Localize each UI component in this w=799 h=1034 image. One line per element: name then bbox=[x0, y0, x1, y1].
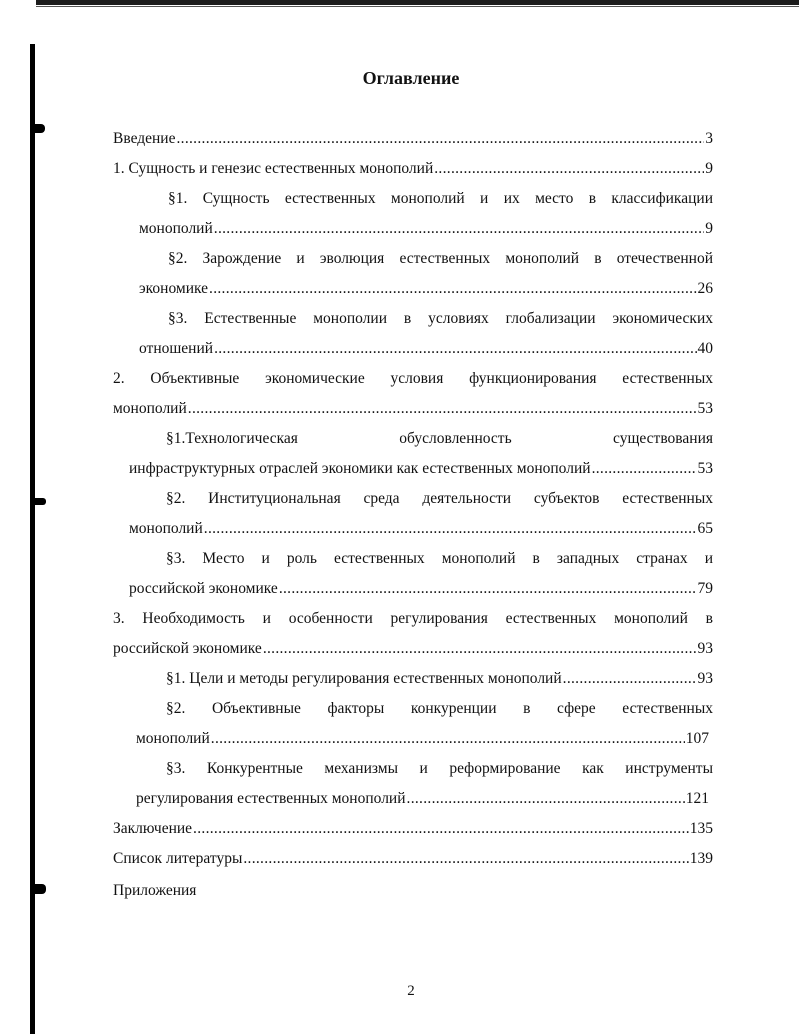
toc-page-number: 26 bbox=[697, 280, 713, 297]
toc-page-number: 121 bbox=[685, 790, 709, 807]
scan-top-border bbox=[36, 0, 799, 5]
toc-entry[interactable]: Приложения bbox=[113, 882, 197, 899]
toc-entry-continued[interactable]: монополий ..... 107 bbox=[136, 728, 709, 750]
toc-page-number: 9 bbox=[705, 220, 713, 237]
toc-page-number: 65 bbox=[697, 520, 713, 537]
toc-page-number: 40 bbox=[697, 340, 713, 357]
toc-page-number: 9 bbox=[705, 160, 713, 177]
toc-entry[interactable]: §2. Институциональная среда деятельности субъектов естественных bbox=[166, 490, 713, 507]
toc-page-number: 135 bbox=[689, 820, 713, 837]
toc-page-number: 79 bbox=[697, 580, 713, 597]
leader-dots bbox=[243, 848, 688, 870]
leader-dots bbox=[263, 638, 697, 660]
toc-page-number: 139 bbox=[689, 850, 713, 867]
toc-entry[interactable]: §2. Зарождение и эволюция естественных монополий в отечественной bbox=[168, 250, 713, 267]
leader-dots bbox=[214, 218, 704, 240]
toc-entry[interactable]: Заключение ..... 135 bbox=[113, 818, 713, 840]
toc-entry-continued[interactable]: монополий ..... 53 bbox=[113, 398, 713, 420]
toc-page-number: 53 bbox=[697, 460, 713, 477]
toc-entry-continued[interactable]: российской экономике ..... 79 bbox=[129, 578, 713, 600]
leader-dots bbox=[176, 128, 704, 150]
binding-hole-mark bbox=[33, 884, 46, 894]
leader-dots bbox=[211, 728, 685, 750]
toc-entry-continued[interactable]: российской экономике ..... 93 bbox=[113, 638, 713, 660]
toc-entry-continued[interactable]: регулирования естественных монополий ..... 121 bbox=[136, 788, 709, 810]
toc-entry-continued[interactable]: монополий ..... 65 bbox=[129, 518, 713, 540]
toc-page-number: 53 bbox=[697, 400, 713, 417]
leader-dots bbox=[209, 278, 696, 300]
leader-dots bbox=[214, 338, 696, 360]
page-number: 2 bbox=[407, 983, 415, 999]
toc-entry[interactable]: §3. Естественные монополии в условиях глобализации экономических bbox=[168, 310, 713, 327]
toc-entry[interactable]: 3. Необходимость и особенности регулирования естественных монополий в bbox=[113, 610, 713, 627]
toc-entry[interactable]: §2. Объективные факторы конкуренции в сфере естественных bbox=[166, 700, 713, 717]
leader-dots bbox=[592, 458, 697, 480]
toc-page-number: 93 bbox=[697, 640, 713, 657]
toc-entry[interactable]: 2. Объективные экономические условия функционирования естественных bbox=[113, 370, 713, 387]
leader-dots bbox=[193, 818, 689, 840]
leader-dots bbox=[188, 398, 697, 420]
toc-entry[interactable]: §3. Место и роль естественных монополий в западных странах и bbox=[166, 550, 713, 567]
toc-entry-continued[interactable]: инфраструктурных отраслей экономики как естественных монополий ..... 53 bbox=[129, 458, 713, 480]
toc-entry-continued[interactable]: экономике ..... 26 bbox=[139, 278, 713, 300]
toc-entry[interactable]: §3. Конкурентные механизмы и реформирование как инструменты bbox=[166, 760, 713, 777]
toc-entry-continued[interactable]: отношений ..... 40 bbox=[139, 338, 713, 360]
leader-dots bbox=[279, 578, 697, 600]
toc-entry[interactable]: §1. Сущность естественных монополий и их место в классификации bbox=[168, 190, 713, 207]
toc-page-number: 3 bbox=[705, 130, 713, 147]
toc-entry[interactable]: §1.Технологическая обусловленность существования bbox=[166, 430, 713, 447]
toc-entry[interactable]: §1. Цели и методы регулирования естественных монополий ..... 93 bbox=[166, 668, 713, 690]
leader-dots bbox=[563, 668, 697, 690]
binding-hole-mark bbox=[33, 498, 46, 505]
leader-dots bbox=[407, 788, 685, 810]
toc-entry[interactable]: Введение ..... 3 bbox=[113, 128, 713, 150]
toc-page-number: 107 bbox=[685, 730, 709, 747]
scan-top-border-thin bbox=[36, 6, 799, 7]
binding-hole-mark bbox=[33, 124, 45, 133]
toc-entry[interactable]: 1. Сущность и генезис естественных монополий ..... 9 bbox=[113, 158, 713, 180]
leader-dots bbox=[204, 518, 697, 540]
leader-dots bbox=[434, 158, 704, 180]
toc-entry[interactable]: Список литературы ..... 139 bbox=[113, 848, 713, 870]
toc-entry-continued[interactable]: монополий ..... 9 bbox=[139, 218, 713, 240]
toc-title: Оглавление bbox=[362, 68, 460, 88]
toc-page-number: 93 bbox=[697, 670, 713, 687]
